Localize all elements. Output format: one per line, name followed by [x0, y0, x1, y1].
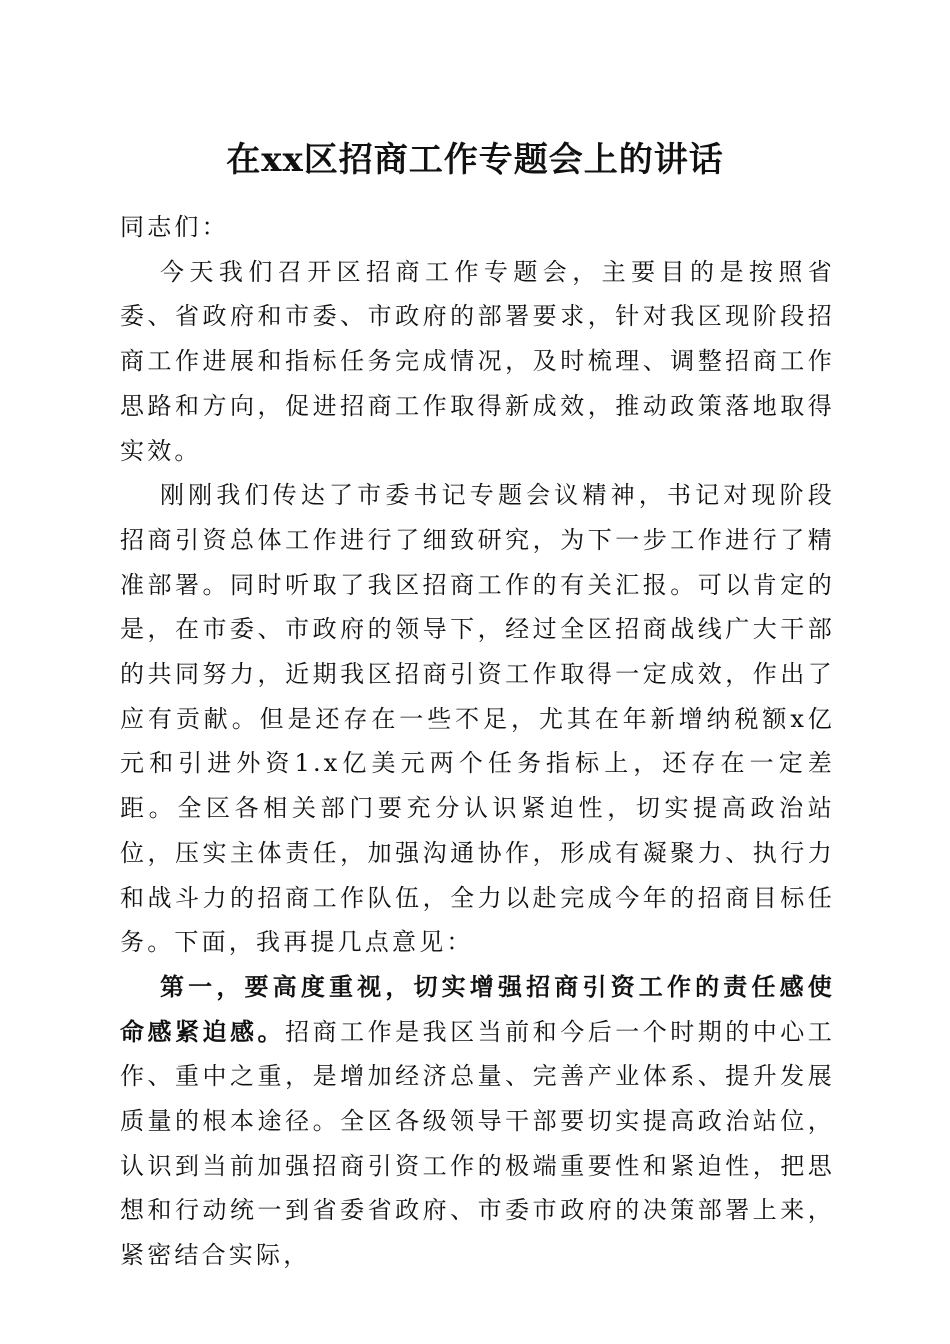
- paragraph-point-one: [120, 965, 835, 1278]
- document-title: 在xx区招商工作专题会上的讲话: [226, 140, 724, 180]
- paragraph-progress: [120, 473, 835, 965]
- paragraph-text: 今天我们召开区招商工作专题会，主要目的是按照省委、省政府和市委、市政府的部署要求，针对我区现阶段招商工作进展和指标任务完成情况，及时梳理、调整招商工作思路和方向，促进招商工作取得新成效，推动政策落地取得实效。: [120, 257, 835, 465]
- paragraph-opening: [120, 250, 835, 474]
- salutation: 同志们：: [120, 213, 229, 241]
- document-body: [120, 205, 835, 1278]
- paragraph-text: 刚刚我们传达了市委书记专题会议精神，书记对现阶段招商引资总体工作进行了细致研究，为下一步工作进行了精准部署。同时听取了我区招商工作的有关汇报。可以肯定的是，在市委、市政府的领导下，经过全区招商战线广大干部的共同努力，近期我区招商引资工作取得一定成效，作出了应有贡献。但是还存在一些不足，尤其在年新增纳税额x亿元和引进外资1.x亿美元两个任务指标上，还存在一定差距。全区各相关部门要充分认识紧迫性，切实提高政治站位，压实主体责任，加强沟通协作，形成有凝聚力、执行力和战斗力的招商工作队伍，全力以赴完成今年的招商目标任务。下面，我再提几点意见：: [120, 481, 835, 957]
- paragraph-text: 招商工作是我区当前和今后一个时期的中心工作、重中之重，是增加经济总量、完善产业体系、提升发展质量的根本途径。全区各级领导干部要切实提高政治站位，认识到当前加强招商引资工作的极端重要性和紧迫性，把思想和行动统一到省委省政府、市委市政府的决策部署上来，紧密结合实际，: [120, 1017, 836, 1270]
- paragraph-lead-heading: 第一，要高度重视，切实增强招商引资工作的责任感使命感紧迫感。: [120, 971, 835, 1046]
